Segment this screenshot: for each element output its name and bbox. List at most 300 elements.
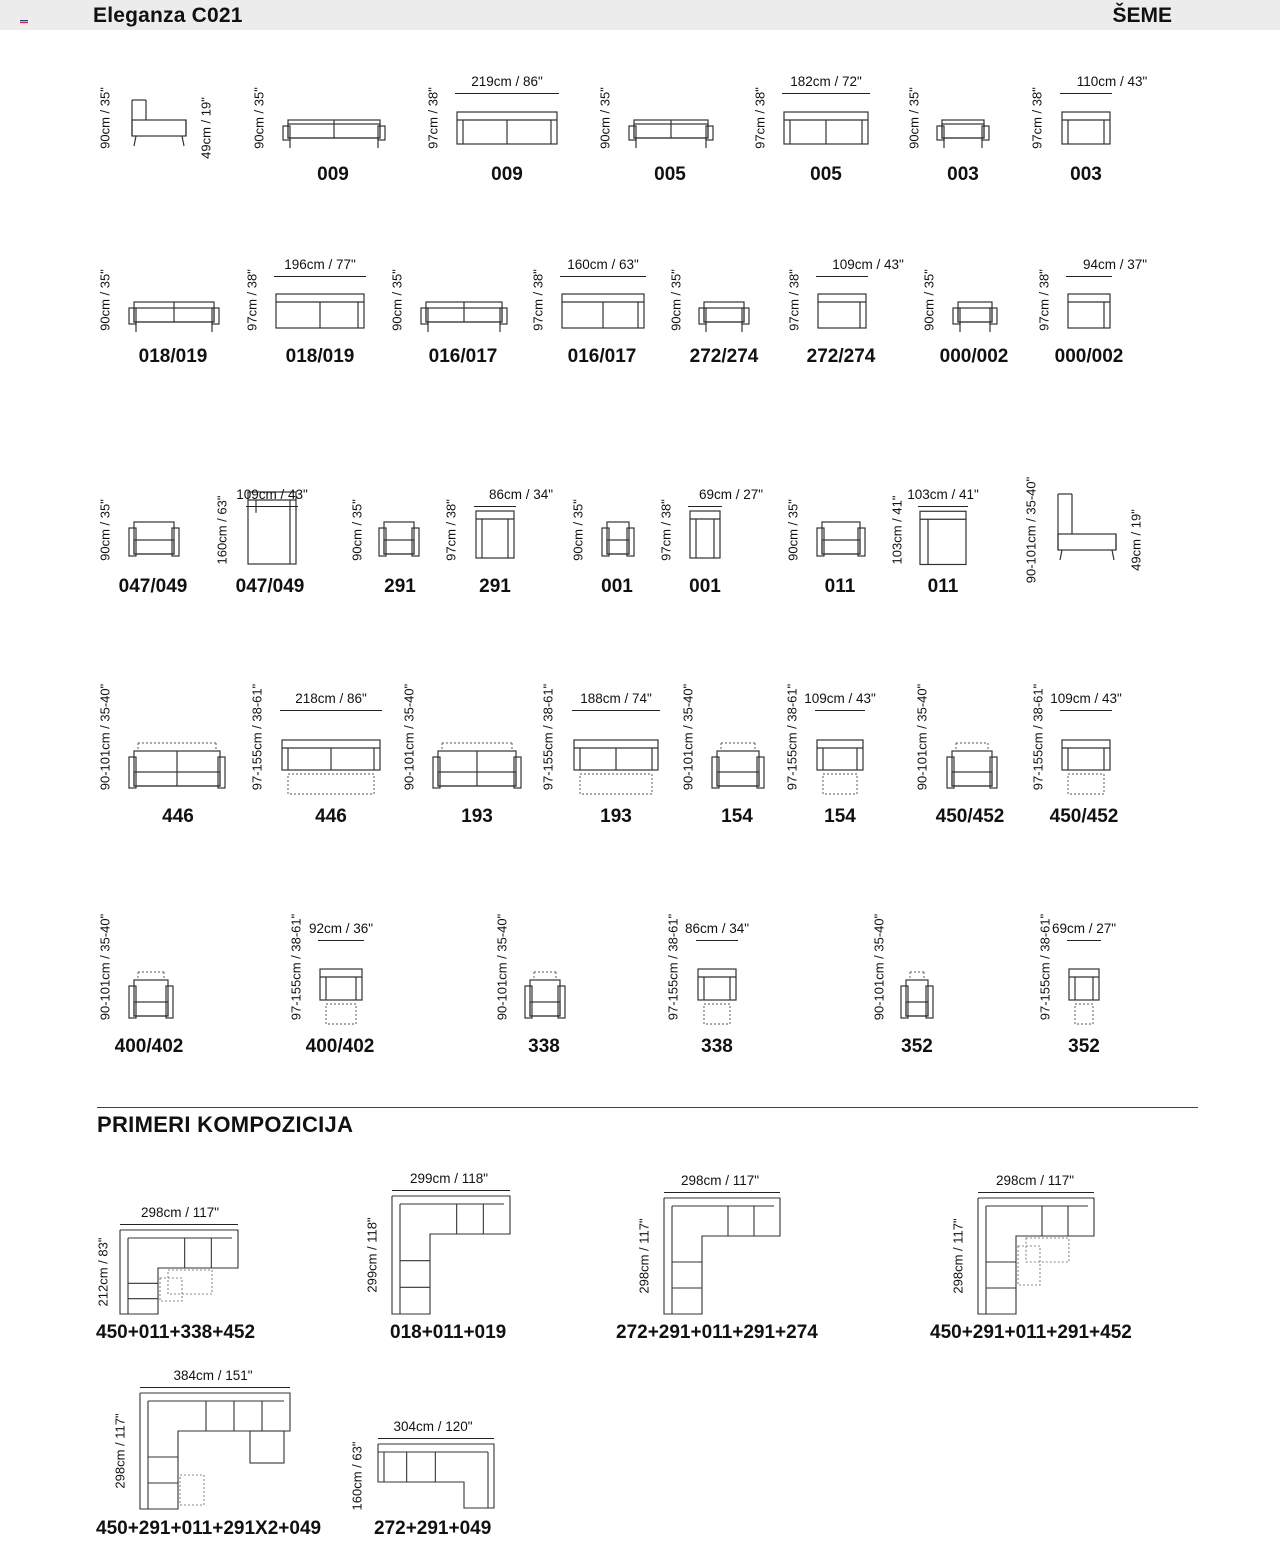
module-drawing [474, 490, 516, 571]
extended-recliner [168, 1270, 212, 1294]
module-drawing [128, 946, 174, 1033]
composition-width-line [378, 1438, 494, 1439]
composition-width-label: 298cm / 117" [995, 1173, 1075, 1188]
height-label: 97cm / 38" [1036, 269, 1052, 331]
width-label: 182cm / 72" [790, 74, 862, 89]
module-code: 047/049 [235, 576, 305, 597]
height-label: 90cm / 35" [97, 499, 113, 561]
module-code: 003 [947, 164, 979, 185]
module-lines [562, 294, 644, 328]
width-dimension-line [918, 506, 968, 507]
l-shape-outline [664, 1198, 780, 1314]
footrest-extended [288, 774, 374, 794]
sofa-module-drawing [274, 278, 366, 336]
width-label: 188cm / 74" [580, 691, 652, 706]
module-code: 001 [601, 576, 633, 597]
module-outline [1062, 112, 1110, 144]
height-label: 97cm / 38" [425, 87, 441, 149]
module-lines [129, 522, 179, 556]
backrest [530, 980, 560, 1016]
sofa-module-drawing [946, 717, 998, 798]
sofa-module-drawing [1060, 717, 1112, 798]
width-label: 109cm / 43" [832, 257, 904, 272]
module-drawing [628, 96, 714, 157]
module-drawing [1066, 278, 1112, 341]
plan-lines [664, 1198, 780, 1314]
module-lines [629, 120, 713, 148]
module-drawing [378, 490, 420, 571]
module-code: 005 [654, 164, 686, 185]
backrest [822, 522, 860, 554]
seat-cushion [530, 1002, 560, 1016]
section-title: ŠEME [1112, 4, 1172, 27]
height-label: 97-155cm / 38-61" [249, 683, 265, 791]
backrest [958, 302, 992, 322]
sofa-module-drawing [816, 278, 868, 336]
module-drawing [560, 278, 646, 341]
module-lines [574, 740, 658, 794]
module-drawing [128, 490, 180, 571]
module-lines [953, 302, 997, 332]
module-drawing [282, 96, 386, 157]
backrest [906, 980, 928, 1016]
module-lines [283, 120, 385, 148]
extended-recliner [1026, 1238, 1069, 1262]
footrest-extended [704, 1004, 730, 1024]
sofa-module-drawing [628, 96, 714, 152]
composition-plan [390, 1194, 512, 1321]
chaise-outline [248, 492, 296, 564]
height-label: 97cm / 38" [786, 269, 802, 331]
module-lines [712, 743, 764, 788]
sofa-module-drawing [815, 717, 865, 798]
module-lines [817, 740, 863, 794]
height-label: 97cm / 38" [1029, 87, 1045, 149]
width-label: 110cm / 43" [1076, 74, 1148, 89]
module-lines [690, 511, 720, 558]
module-drawing [952, 278, 998, 341]
module-code: 001 [689, 576, 721, 597]
composition-width-label: 298cm / 117" [680, 1173, 760, 1188]
width-label: 109cm / 43" [236, 487, 308, 502]
left-arm [602, 528, 609, 556]
seat-cushion [607, 540, 629, 554]
module-lines [1062, 112, 1110, 144]
sofa-module-drawing [696, 946, 738, 1028]
module-drawing [816, 490, 866, 571]
right-arm [172, 528, 179, 556]
width-label: 92cm / 36" [308, 921, 374, 936]
sofa-module-drawing [601, 490, 635, 566]
module-outline [1069, 969, 1099, 1000]
module-lines [132, 100, 186, 146]
seat-cushion [717, 772, 759, 786]
section-divider [97, 1107, 1198, 1108]
module-code: 400/402 [305, 1036, 375, 1057]
width-label: 218cm / 86" [295, 691, 367, 706]
flag-icon [20, 20, 28, 23]
leg-front [182, 136, 184, 146]
module-lines [602, 522, 634, 556]
width-dimension-line [280, 710, 382, 711]
module-code: 154 [721, 806, 753, 827]
right-arm [412, 528, 419, 556]
module-lines [129, 743, 225, 788]
plan-lines [140, 1393, 290, 1509]
height-label: 90-101cm / 35-40" [680, 683, 696, 791]
module-lines [282, 740, 380, 794]
module-lines [525, 972, 565, 1018]
composition-width-line [978, 1192, 1094, 1193]
height-label: 97cm / 38" [658, 499, 674, 561]
module-lines [1062, 740, 1110, 794]
sofa-module-drawing [1054, 490, 1120, 566]
module-drawing [1067, 946, 1101, 1033]
module-code: 011 [824, 576, 856, 597]
width-dimension-line [1066, 276, 1112, 277]
module-code: 016/017 [428, 346, 498, 367]
height-label: 90cm / 35" [785, 499, 801, 561]
module-lines [320, 969, 362, 1024]
width-dimension-line [474, 506, 516, 507]
module-drawing [1060, 96, 1112, 157]
composition-label: 018+011+019 [390, 1322, 507, 1343]
module-lines [817, 522, 865, 556]
composition-depth-label: 160cm / 63" [349, 1441, 365, 1511]
seat-height-label: 49cm / 19" [198, 97, 214, 159]
height-label: 90cm / 35" [921, 269, 937, 331]
leg-back [1060, 550, 1062, 560]
sofa-module-drawing [128, 717, 226, 798]
backrest [134, 522, 174, 554]
module-drawing [782, 96, 870, 157]
module-code: 005 [810, 164, 842, 185]
sofa-module-drawing [572, 717, 660, 798]
backrest [952, 751, 992, 786]
module-drawing [601, 490, 635, 571]
module-code: 003 [1070, 164, 1102, 185]
width-dimension-line [246, 506, 298, 507]
width-label: 196cm / 77" [284, 257, 356, 272]
composition-width-label: 384cm / 151" [173, 1368, 253, 1383]
flag-stripe-red [20, 22, 28, 23]
height-label: 97-155cm / 38-61" [288, 913, 304, 1021]
module-code: 272/274 [806, 346, 876, 367]
composition-plan [118, 1228, 240, 1321]
width-dimension-line [816, 276, 868, 277]
l-shape-outline [978, 1198, 1094, 1314]
module-drawing [688, 490, 722, 571]
width-label: 86cm / 34" [488, 487, 554, 502]
height-label: 160cm / 63" [214, 495, 230, 565]
module-lines [901, 972, 933, 1018]
chaise-sofa-outline [378, 1444, 494, 1508]
module-code: 291 [384, 576, 416, 597]
module-drawing [280, 717, 382, 803]
composition-drawing [138, 1391, 292, 1511]
width-dimension-line [455, 93, 559, 94]
plan-lines [978, 1198, 1094, 1314]
width-label: 86cm / 34" [684, 921, 750, 936]
sofa-module-drawing [952, 278, 998, 336]
u-shape-outline [140, 1393, 290, 1509]
height-label: 90-101cm / 35-40" [401, 683, 417, 791]
module-code: 291 [479, 576, 511, 597]
height-label: 97-155cm / 38-61" [665, 913, 681, 1021]
module-code: 352 [1068, 1036, 1100, 1057]
backrest [717, 751, 759, 786]
width-label: 160cm / 63" [567, 257, 639, 272]
sofa-module-drawing [420, 278, 508, 336]
module-drawing [420, 278, 508, 341]
module-drawing [946, 717, 998, 803]
sofa-module-drawing [782, 96, 870, 152]
composition-drawing [376, 1442, 496, 1510]
backrest [704, 302, 744, 322]
module-drawing [572, 717, 660, 803]
footrest-extended [326, 1004, 356, 1024]
sofa-module-drawing [711, 717, 765, 798]
module-drawing [432, 717, 522, 803]
composition-drawing [390, 1194, 512, 1316]
width-dimension-line [274, 276, 366, 277]
module-lines [818, 294, 866, 328]
module-drawing [318, 946, 364, 1033]
seat-cushion [704, 308, 744, 322]
width-dimension-line [782, 93, 870, 94]
composition-label: 272+291+011+291+274 [616, 1322, 818, 1343]
seat-cushion [906, 1002, 928, 1016]
module-lines [421, 302, 507, 332]
composition-label: 272+291+049 [374, 1518, 492, 1539]
module-code: 450/452 [1049, 806, 1119, 827]
sofa-module-drawing [128, 278, 220, 336]
module-drawing [1060, 717, 1112, 803]
composition-width-line [392, 1190, 510, 1191]
sofa-module-drawing [816, 490, 866, 566]
module-drawing [815, 717, 865, 803]
height-label: 97cm / 38" [443, 499, 459, 561]
leg-back [134, 136, 136, 146]
seat-cushion [822, 540, 860, 554]
module-code: 338 [701, 1036, 733, 1057]
height-label: 90cm / 35" [597, 87, 613, 149]
module-code: 450/452 [935, 806, 1005, 827]
seat-cushion [1058, 534, 1116, 550]
footrest-extended [1068, 774, 1104, 794]
width-dimension-line [815, 710, 865, 711]
backrest [607, 522, 629, 554]
sofa-module-drawing [455, 96, 559, 152]
composition-depth-label: 298cm / 117" [112, 1413, 128, 1489]
height-label: 90cm / 35" [389, 269, 405, 331]
l-shape-outline [392, 1196, 510, 1314]
height-label: 90cm / 35" [251, 87, 267, 149]
module-code: 193 [461, 806, 493, 827]
module-lines [129, 972, 173, 1018]
height-label: 90cm / 35" [97, 87, 113, 149]
plan-lines [392, 1196, 510, 1314]
width-label: 109cm / 43" [1050, 691, 1122, 706]
composition-depth-label: 299cm / 118" [364, 1217, 380, 1293]
module-drawing [936, 96, 990, 157]
composition-label: 450+291+011+291X2+049 [96, 1518, 322, 1539]
right-arm [858, 528, 865, 556]
composition-width-label: 304cm / 120" [393, 1419, 473, 1434]
module-lines [433, 743, 521, 788]
module-drawing [711, 717, 765, 803]
module-lines [947, 743, 997, 788]
seat-cushion [134, 540, 174, 554]
module-code: 338 [528, 1036, 560, 1057]
sofa-module-drawing [128, 490, 180, 566]
module-code: 000/002 [1054, 346, 1124, 367]
seat-cushion [132, 120, 186, 136]
composition-width-label: 299cm / 118" [409, 1171, 489, 1186]
sofa-module-drawing [1060, 96, 1112, 152]
module-drawing [900, 946, 934, 1033]
module-code: 018/019 [138, 346, 208, 367]
sofa-module-drawing [524, 946, 566, 1028]
height-label: 90cm / 35" [97, 269, 113, 331]
module-lines [937, 120, 989, 148]
width-dimension-line [1060, 93, 1112, 94]
composition-width-line [120, 1224, 238, 1225]
sofa-module-drawing [560, 278, 646, 336]
width-label: 109cm / 43" [804, 691, 876, 706]
width-label: 69cm / 27" [698, 487, 764, 502]
module-code: 018/019 [285, 346, 355, 367]
module-drawing [274, 278, 366, 341]
module-code: 000/002 [939, 346, 1009, 367]
height-label: 90cm / 35" [906, 87, 922, 149]
module-lines [476, 511, 514, 558]
composition-depth-label: 298cm / 117" [636, 1218, 652, 1294]
sofa-module-drawing [280, 717, 382, 798]
backrest [942, 120, 984, 138]
seat-cushion [952, 772, 992, 786]
module-outline [690, 511, 720, 558]
composition-drawing [976, 1196, 1096, 1316]
module-drawing [128, 96, 190, 157]
sofa-module-drawing [1066, 278, 1112, 336]
module-outline [818, 294, 866, 328]
module-lines [784, 112, 868, 144]
composition-label: 450+291+011+291+452 [930, 1322, 1132, 1343]
module-lines [1058, 494, 1116, 560]
seat-cushion [134, 1002, 168, 1016]
module-outline [817, 740, 863, 770]
footrest-extended [1075, 1004, 1093, 1024]
composition-width-line [664, 1192, 780, 1193]
width-dimension-line [572, 710, 660, 711]
composition-label: 450+011+338+452 [96, 1322, 256, 1343]
composition-plan [662, 1196, 782, 1321]
module-code: 011 [927, 576, 959, 597]
module-drawing [246, 490, 298, 571]
width-dimension-line [560, 276, 646, 277]
module-lines [920, 511, 966, 564]
sofa-module-drawing [698, 278, 750, 336]
height-label: 97-155cm / 38-61" [784, 683, 800, 791]
module-code: 193 [600, 806, 632, 827]
module-drawing [918, 490, 968, 571]
width-label: 94cm / 37" [1082, 257, 1148, 272]
module-lines [1069, 969, 1099, 1024]
module-drawing [698, 278, 750, 341]
module-code: 400/402 [114, 1036, 184, 1057]
width-dimension-line [688, 506, 722, 507]
module-lines [698, 969, 736, 1024]
sofa-module-drawing [282, 96, 386, 152]
module-code: 352 [901, 1036, 933, 1057]
height-label: 90-101cm / 35-40" [494, 913, 510, 1021]
document-title: Eleganza C021 [93, 4, 243, 27]
module-drawing [1054, 490, 1120, 571]
height-label: 90-101cm / 35-40" [871, 913, 887, 1021]
seat-cushion [384, 540, 414, 554]
module-code: 016/017 [567, 346, 637, 367]
plan-lines [120, 1230, 238, 1314]
height-label: 90cm / 35" [668, 269, 684, 331]
composition-plan [976, 1196, 1096, 1321]
module-lines [1068, 294, 1110, 328]
module-code: 446 [162, 806, 194, 827]
composition-drawing [118, 1228, 240, 1316]
height-label: 90-101cm / 35-40" [97, 683, 113, 791]
footrest-extended [580, 774, 652, 794]
seat-cushion [958, 308, 992, 322]
height-label: 97cm / 38" [530, 269, 546, 331]
height-label: 90cm / 35" [570, 499, 586, 561]
extended-recliner [180, 1475, 204, 1505]
footrest-extended [823, 774, 857, 794]
module-drawing [696, 946, 738, 1033]
module-drawing [816, 278, 868, 341]
module-lines [379, 522, 419, 556]
width-dimension-line [696, 940, 738, 941]
module-code: 047/049 [118, 576, 188, 597]
composition-width-line [140, 1387, 290, 1388]
height-label: 103cm / 41" [889, 495, 905, 565]
sofa-module-drawing [936, 96, 990, 152]
module-code: 154 [824, 806, 856, 827]
height-label: 97-155cm / 38-61" [1037, 913, 1053, 1021]
module-code: 009 [317, 164, 349, 185]
width-label: 69cm / 27" [1051, 921, 1117, 936]
module-lines [457, 112, 557, 144]
height-label: 90-101cm / 35-40" [97, 913, 113, 1021]
plan-lines [378, 1444, 494, 1508]
module-drawing [455, 96, 559, 157]
right-arm [627, 528, 634, 556]
sofa-module-drawing [128, 96, 190, 152]
composition-depth-label: 298cm / 117" [950, 1218, 966, 1294]
sofa-module-drawing [318, 946, 364, 1028]
composition-width-label: 298cm / 117" [140, 1205, 220, 1220]
width-dimension-line [1060, 710, 1112, 711]
width-dimension-line [318, 940, 364, 941]
left-arm [817, 528, 824, 556]
width-label: 219cm / 86" [471, 74, 543, 89]
height-label: 90cm / 35" [349, 499, 365, 561]
width-label: 103cm / 41" [907, 487, 979, 502]
module-lines [276, 294, 364, 328]
module-code: 446 [315, 806, 347, 827]
seat-height-label: 49cm / 19" [1128, 509, 1144, 571]
composition-plan [376, 1442, 496, 1515]
height-label: 97cm / 38" [752, 87, 768, 149]
